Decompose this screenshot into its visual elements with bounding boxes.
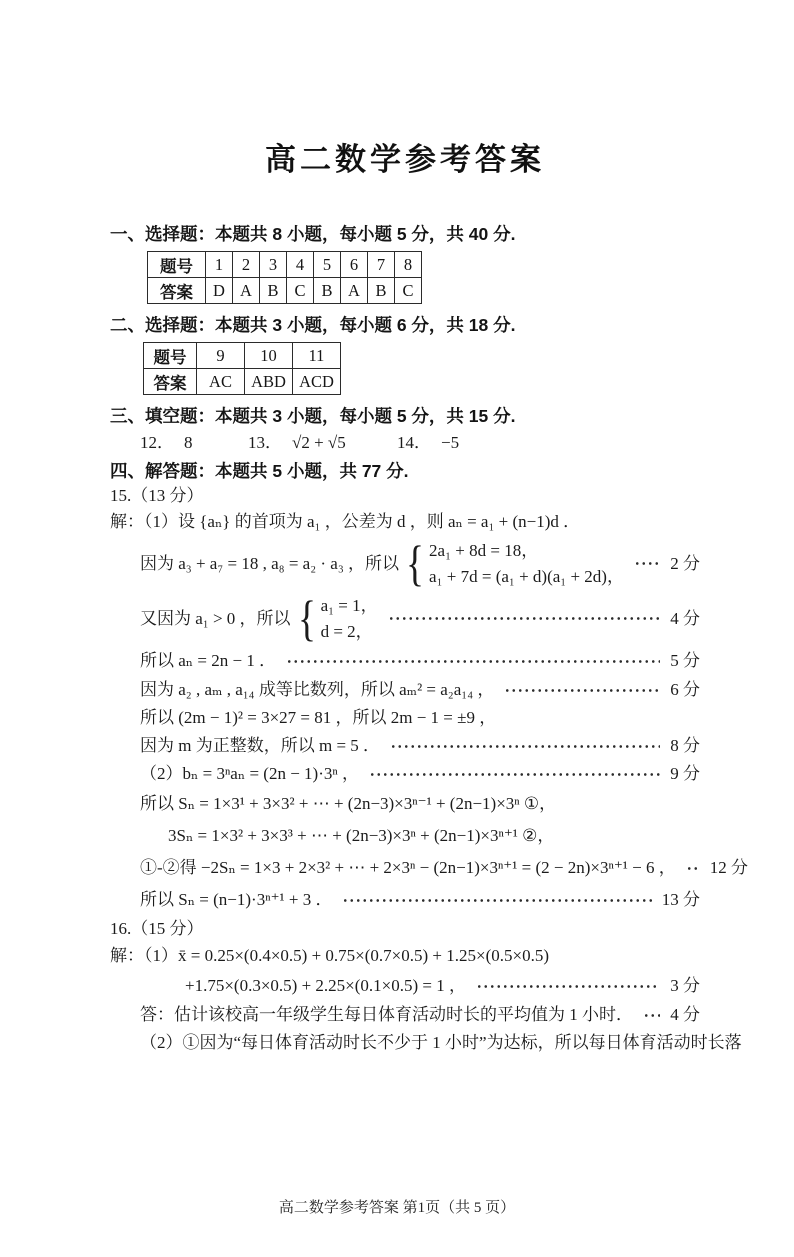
page-footer: 高二数学参考答案 第1页（共 5 页） xyxy=(278,1200,516,1216)
table-cell: B xyxy=(368,278,395,304)
solution-line xyxy=(140,760,700,788)
dotted-leader xyxy=(286,659,660,664)
table-cell: 6 xyxy=(341,252,368,278)
solution-line: （2）①因为“每日体育活动时长不少于 1 小时”为达标，所以每日体育活动时长落 xyxy=(140,1033,742,1053)
answer-table-2 xyxy=(143,342,341,395)
line-text: 又因为 a₁ > 0 ，所以 xyxy=(140,608,291,628)
answer-value: −5 xyxy=(441,433,460,453)
table-cell: 7 xyxy=(368,252,395,278)
table-cell: 4 xyxy=(287,252,314,278)
solution-line xyxy=(140,646,700,676)
solution-line xyxy=(140,852,748,884)
table-row xyxy=(144,343,341,369)
table-cell: AC xyxy=(197,369,245,395)
equation: a₁ = 1， xyxy=(320,596,378,615)
line-text: 因为 a₃ + a₇ = 18 , a₈ = a₂ · a₃ ，所以 xyxy=(140,553,400,573)
answer-value: √2 + √5 xyxy=(292,433,346,453)
question-15-label: 15.（13 分） xyxy=(110,485,204,505)
solution-line-system-2 xyxy=(140,591,700,646)
table-cell: 1 xyxy=(206,252,233,278)
solution-line: 解：（1）x̄ = 0.25×(0.4×0.5) + 0.75×(0.7×0.5) + 1.25×(0.5×0.5) xyxy=(110,946,550,966)
score-label: 13 分 xyxy=(661,890,700,910)
table-cell: C xyxy=(287,278,314,304)
dotted-leader xyxy=(504,688,660,693)
table-cell: A xyxy=(341,278,368,304)
qno-label: 题号 xyxy=(148,252,206,278)
score-label: 8 分 xyxy=(670,736,700,756)
answer-label: 答案 xyxy=(148,278,206,304)
table-row xyxy=(148,278,422,304)
solution-line-system-1 xyxy=(140,536,700,591)
dotted-leader xyxy=(643,1013,660,1018)
line-text: （2）bₙ = 3ⁿaₙ = (2n − 1)·3ⁿ ， xyxy=(140,764,359,784)
dotted-leader xyxy=(476,984,660,989)
table-row xyxy=(144,369,341,395)
table-cell: 3 xyxy=(260,252,287,278)
dotted-leader xyxy=(686,866,700,871)
score-label: 12 分 xyxy=(709,858,748,878)
score-label: 4 分 xyxy=(670,608,700,628)
score-label: 9 分 xyxy=(670,764,700,784)
section-heading-2: 二、选择题：本题共 3 小题，每小题 6 分，共 18 分. xyxy=(110,315,516,335)
fill-in-answer-14 xyxy=(397,432,459,453)
dotted-leader xyxy=(388,616,661,621)
section-heading-4: 四、解答题：本题共 5 小题，共 77 分. xyxy=(110,461,409,481)
curly-brace: { xyxy=(297,590,316,646)
answer-label: 答案 xyxy=(144,369,197,395)
line-text: ①-②得 −2Sₙ = 1×3 + 2×3² + ⋯ + 2×3ⁿ − (2n−1)×3ⁿ⁺¹ = (2 − 2n)×3ⁿ⁺¹ − 6 ， xyxy=(140,858,676,878)
table-cell: ABD xyxy=(245,369,293,395)
equation: a₁ + 7d = (a₁ + d)(a₁ + 2d)， xyxy=(429,566,624,586)
solution-line xyxy=(140,884,700,916)
equation: d = 2， xyxy=(320,621,373,641)
qno-label: 题号 xyxy=(144,343,197,369)
line-text: 所以 aₙ = 2n − 1 ． xyxy=(140,651,277,671)
line-text: 因为 a₂ , aₘ , a₁₄ 成等比数列，所以 aₘ² = a₂a₁₄ ， xyxy=(140,680,495,700)
answer-table-1 xyxy=(147,251,422,304)
solution-line: 所以 (2m − 1)² = 3×27 = 81 ，所以 2m − 1 = ±9 ， xyxy=(140,708,497,728)
dotted-leader xyxy=(634,561,660,566)
curly-brace: { xyxy=(406,535,425,591)
solution-line xyxy=(140,676,700,704)
section-heading-1: 一、选择题：本题共 8 小题，每小题 5 分，共 40 分. xyxy=(110,224,516,244)
solution-line xyxy=(140,732,700,760)
score-label: 2 分 xyxy=(670,553,700,573)
score-label: 5 分 xyxy=(670,651,700,671)
page-title: 高二数学参考答案 xyxy=(265,142,545,177)
fill-in-answers-row xyxy=(140,428,700,458)
fill-in-answer-12 xyxy=(140,432,248,453)
score-label: 3 分 xyxy=(670,976,700,996)
dotted-leader xyxy=(390,744,660,749)
table-cell: 10 xyxy=(245,343,293,369)
solution-line: 所以 Sₙ = 1×3¹ + 3×3² + ⋯ + (2n−3)×3ⁿ⁻¹ + (2n−1)×3ⁿ ①， xyxy=(140,794,557,814)
line-text: 因为 m 为正整数，所以 m = 5 ． xyxy=(140,736,381,756)
solution-line: 3Sₙ = 1×3² + 3×3³ + ⋯ + (2n−3)×3ⁿ + (2n−1)×3ⁿ⁺¹ ②， xyxy=(168,826,555,846)
question-number: 14． xyxy=(397,433,431,453)
table-cell: 2 xyxy=(233,252,260,278)
equation-system xyxy=(321,593,378,644)
table-cell: 11 xyxy=(293,343,341,369)
table-cell: B xyxy=(314,278,341,304)
question-number: 12． xyxy=(140,433,174,453)
line-text: +1.75×(0.3×0.5) + 2.25×(0.1×0.5) = 1 ， xyxy=(185,976,467,996)
table-cell: B xyxy=(260,278,287,304)
dotted-leader xyxy=(369,772,660,777)
solution-line: 解：（1）设 {aₙ} 的首项为 a₁ ，公差为 d ，则 aₙ = a₁ + (n−1)d ． xyxy=(110,512,581,532)
answer-value: 8 xyxy=(184,433,193,453)
table-cell: 5 xyxy=(314,252,341,278)
table-cell: D xyxy=(206,278,233,304)
solution-line xyxy=(140,1001,700,1029)
question-16-label: 16.（15 分） xyxy=(110,918,204,938)
table-cell: 8 xyxy=(395,252,422,278)
equation: 2a₁ + 8d = 18， xyxy=(429,541,539,560)
score-label: 6 分 xyxy=(670,680,700,700)
line-text: 答：估计该校高一年级学生每日体育活动时长的平均值为 1 小时． xyxy=(140,1005,633,1025)
table-cell: C xyxy=(395,278,422,304)
fill-in-answer-13 xyxy=(248,432,397,453)
table-cell: ACD xyxy=(293,369,341,395)
table-cell: A xyxy=(233,278,260,304)
solution-line xyxy=(185,971,700,1001)
line-text: 所以 Sₙ = (n−1)·3ⁿ⁺¹ + 3 ． xyxy=(140,890,333,910)
score-label: 4 分 xyxy=(670,1005,700,1025)
question-number: 13． xyxy=(248,433,282,453)
table-cell: 9 xyxy=(197,343,245,369)
equation-system xyxy=(429,538,624,589)
dotted-leader xyxy=(342,898,651,903)
section-heading-3: 三、填空题：本题共 3 小题，每小题 5 分，共 15 分. xyxy=(110,406,516,426)
table-row xyxy=(148,252,422,278)
answer-sheet-page xyxy=(0,134,794,1057)
